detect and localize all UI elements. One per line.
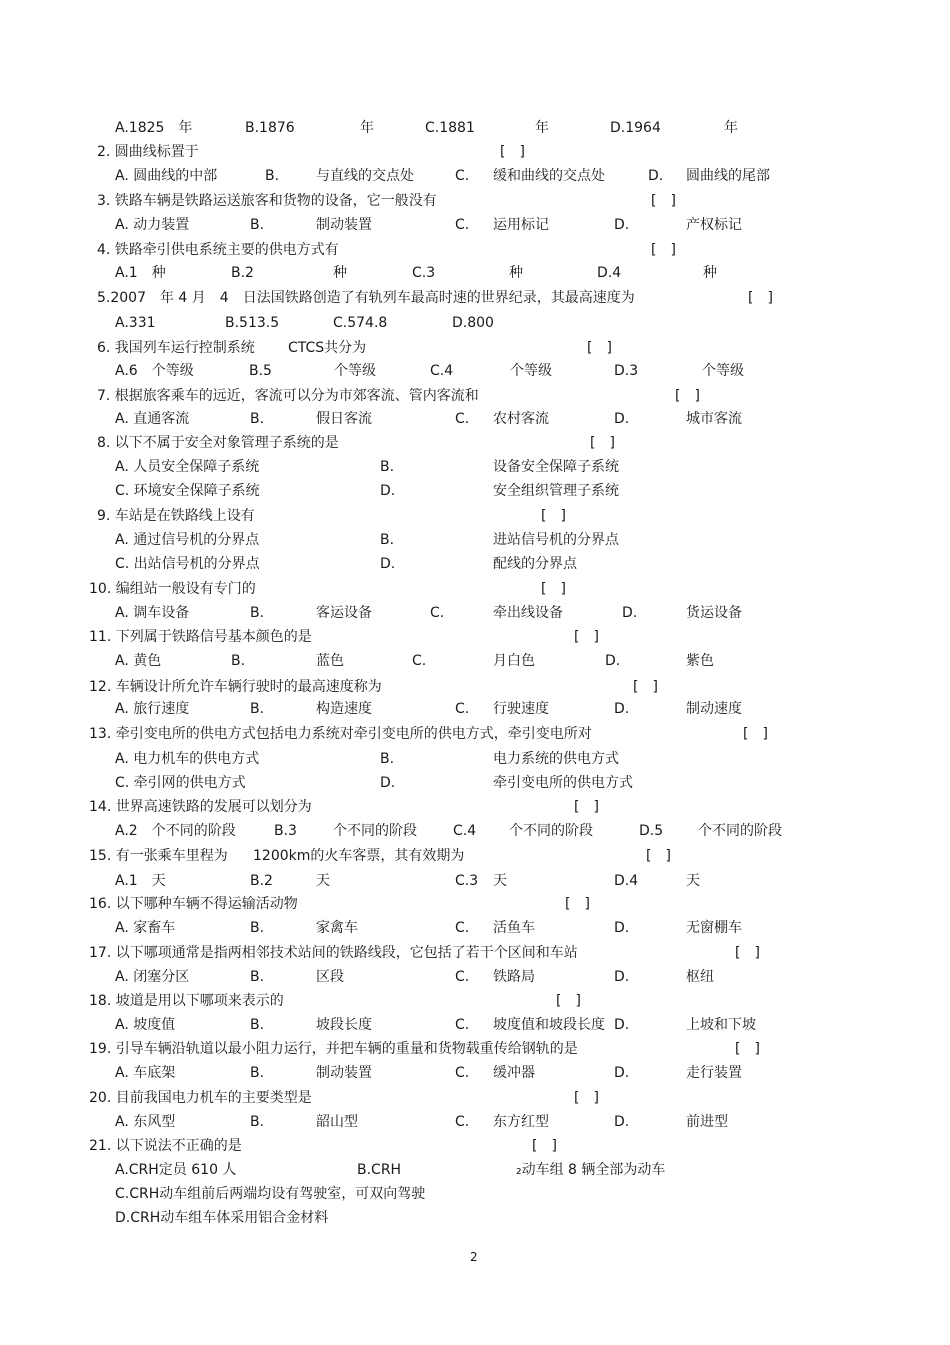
answer-bracket: [ ] (574, 629, 599, 645)
option-text: D. (605, 653, 621, 669)
answer-bracket: [ ] (675, 388, 700, 404)
option-text: A. 人员安全保障子系统 (115, 459, 260, 475)
option-text: 货运设备 (686, 605, 742, 621)
answer-options (0, 530, 950, 550)
option-text: 假日客流 (316, 411, 372, 427)
answer-options (0, 481, 950, 501)
option-text: A. 通过信号机的分界点 (115, 532, 260, 548)
question-text: 17. 以下哪项通常是指两相邻技术站间的铁路线段，它包括了若干个区间和车站 (89, 945, 578, 961)
answer-options (0, 554, 950, 574)
option-text: 行驶速度 (493, 701, 549, 717)
question-stem (0, 1088, 950, 1108)
option-text: 电力系统的供电方式 (493, 751, 619, 767)
option-text: 家禽车 (316, 920, 358, 936)
option-text: B.2 (231, 265, 254, 281)
answer-options (0, 603, 950, 623)
option-text: A. 家畜车 (115, 920, 176, 936)
answer-bracket: [ ] (541, 508, 566, 524)
option-text: C.574.8 (333, 315, 388, 331)
answer-options (0, 1160, 950, 1180)
answer-bracket: [ ] (651, 242, 676, 258)
question-stem (0, 894, 950, 914)
question-text: 15. 有一张乘车里程为 (89, 848, 228, 864)
question-stem (0, 433, 950, 453)
option-text: C.4 (453, 823, 477, 839)
option-text: C. 牵引网的供电方式 (115, 775, 246, 791)
option-text: 安全组织管理子系统 (493, 483, 619, 499)
answer-bracket: [ ] (590, 435, 615, 451)
option-text: 韶山型 (316, 1114, 358, 1130)
option-text: C. (455, 920, 470, 936)
option-text: 种 (703, 265, 717, 281)
option-text: B. (250, 1017, 265, 1033)
option-text: A.CRH定员 610 人 (115, 1162, 237, 1178)
option-text: 运用标记 (493, 217, 549, 233)
option-text: 年 (535, 120, 549, 136)
option-text: B. (231, 653, 246, 669)
option-text: D. (614, 969, 630, 985)
option-text: D.1964 (610, 120, 661, 136)
option-text: 缓和曲线的交点处 (493, 168, 605, 184)
question-text: 2. 圆曲线标置于 (97, 144, 199, 160)
question-stem (0, 288, 950, 308)
answer-options (0, 118, 950, 138)
option-text: 个不同的阶段 (333, 823, 417, 839)
option-text: 个等级 (510, 363, 552, 379)
option-text: D.4 (597, 265, 622, 281)
answer-bracket: [ ] (633, 679, 658, 695)
option-text: C.3 (412, 265, 436, 281)
option-text: 枢纽 (686, 969, 714, 985)
option-text: B. (250, 701, 265, 717)
answer-options (0, 409, 950, 429)
question-stem (0, 724, 950, 744)
answer-options (0, 166, 950, 186)
option-text: 走行装置 (686, 1065, 742, 1081)
option-text: D. (648, 168, 664, 184)
question-stem (0, 1136, 950, 1156)
option-text: B. (250, 1065, 265, 1081)
question-stem (0, 386, 950, 406)
question-text: CTCS共分为 (288, 340, 367, 356)
option-text: B.5 (249, 363, 272, 379)
option-text: 配线的分界点 (493, 556, 577, 572)
option-text: 设备安全保障子系统 (493, 459, 619, 475)
page-number: 2 (470, 1250, 478, 1264)
answer-options (0, 967, 950, 987)
option-text: 产权标记 (686, 217, 742, 233)
option-text: 前进型 (686, 1114, 728, 1130)
option-text: 无窗棚车 (686, 920, 742, 936)
option-text: C. (455, 1017, 470, 1033)
option-text: C. (455, 1065, 470, 1081)
option-text: 坡段长度 (316, 1017, 372, 1033)
option-text: D.800 (452, 315, 494, 331)
option-text: C. (430, 605, 445, 621)
option-text: 个等级 (334, 363, 376, 379)
option-text: C. (412, 653, 427, 669)
question-text: 12. 车辆设计所允许车辆行驶时的最高速度称为 (89, 679, 382, 695)
option-text: A.331 (115, 315, 156, 331)
option-text: C. (455, 969, 470, 985)
option-text: 个等级 (702, 363, 744, 379)
answer-bracket: [ ] (735, 945, 760, 961)
option-text: A. 东风型 (115, 1114, 176, 1130)
option-text: A. 圆曲线的中部 (115, 168, 218, 184)
question-stem (0, 797, 950, 817)
answer-options (0, 1208, 950, 1228)
option-text: A.1825 年 (115, 120, 193, 136)
answer-bracket: [ ] (646, 848, 671, 864)
question-text: 18. 坡道是用以下哪项来表示的 (89, 993, 284, 1009)
answer-bracket: [ ] (748, 290, 773, 306)
option-text: A. 坡度值 (115, 1017, 176, 1033)
option-text: C.CRH动车组前后两端均设有驾驶室，可双向驾驶 (115, 1186, 426, 1202)
option-text: D.3 (614, 363, 639, 379)
question-stem (0, 506, 950, 526)
option-text: A. 车底架 (115, 1065, 176, 1081)
option-text: B. (250, 920, 265, 936)
answer-options (0, 749, 950, 769)
option-text: C.3 (455, 873, 479, 889)
question-text: 8. 以下不属于安全对象管理子系统的是 (97, 435, 339, 451)
option-text: D. (614, 1065, 630, 1081)
option-text: C. 出站信号机的分界点 (115, 556, 260, 572)
option-text: D. (614, 1017, 630, 1033)
option-text: D. (614, 701, 630, 717)
option-text: B. (380, 751, 395, 767)
option-text: 天 (493, 873, 507, 889)
question-text: 1200km的火车客票，其有效期为 (253, 848, 465, 864)
answer-options (0, 1184, 950, 1204)
option-text: B. (250, 411, 265, 427)
option-text: A. 电力机车的供电方式 (115, 751, 260, 767)
question-text: 6. 我国列车运行控制系统 (97, 340, 255, 356)
option-text: 客运设备 (316, 605, 372, 621)
answer-bracket: [ ] (500, 144, 525, 160)
option-text: 牵出线设备 (493, 605, 563, 621)
option-text: D. (622, 605, 638, 621)
answer-bracket: [ ] (565, 896, 590, 912)
option-text: D. (614, 411, 630, 427)
option-text: D.5 (639, 823, 664, 839)
answer-bracket: [ ] (735, 1041, 760, 1057)
answer-options (0, 263, 950, 283)
option-text: C. (455, 411, 470, 427)
question-text: 9. 车站是在铁路线上设有 (97, 508, 255, 524)
option-text: 个不同的阶段 (698, 823, 782, 839)
option-text: 制动装置 (316, 217, 372, 233)
option-text: 种 (509, 265, 523, 281)
option-text: C.4 (430, 363, 454, 379)
option-text: 月白色 (493, 653, 535, 669)
answer-options (0, 918, 950, 938)
option-text: 坡度值和坡段长度 (493, 1017, 605, 1033)
option-text: C. 环境安全保障子系统 (115, 483, 260, 499)
answer-options (0, 821, 950, 841)
option-text: ₂动车组 8 辆全部为动车 (516, 1162, 666, 1178)
question-stem (0, 338, 950, 358)
question-stem (0, 943, 950, 963)
answer-options (0, 871, 950, 891)
option-text: B.2 (250, 873, 273, 889)
option-text: B.3 (274, 823, 297, 839)
answer-options (0, 1063, 950, 1083)
answer-options (0, 1112, 950, 1132)
question-stem (0, 142, 950, 162)
question-text: 16. 以下哪种车辆不得运输活动物 (89, 896, 298, 912)
question-stem (0, 846, 950, 866)
answer-options (0, 361, 950, 381)
option-text: A.2 个不同的阶段 (115, 823, 236, 839)
question-text: 10. 编组站一般设有专门的 (89, 581, 256, 597)
answer-options (0, 457, 950, 477)
option-text: B. (380, 459, 395, 475)
option-text: 进站信号机的分界点 (493, 532, 619, 548)
option-text: 上坡和下坡 (686, 1017, 756, 1033)
option-text: 区段 (316, 969, 344, 985)
option-text: 个不同的阶段 (509, 823, 593, 839)
answer-bracket: [ ] (587, 340, 612, 356)
option-text: C. (455, 1114, 470, 1130)
option-text: A. 调车设备 (115, 605, 190, 621)
option-text: 年 (360, 120, 374, 136)
question-stem (0, 191, 950, 211)
question-stem (0, 677, 950, 697)
option-text: 与直线的交点处 (316, 168, 414, 184)
option-text: 种 (333, 265, 347, 281)
option-text: 紫色 (686, 653, 714, 669)
option-text: A.6 个等级 (115, 363, 194, 379)
question-text: 14. 世界高速铁路的发展可以划分为 (89, 799, 312, 815)
question-stem (0, 991, 950, 1011)
option-text: C. (455, 168, 470, 184)
option-text: D. (614, 1114, 630, 1130)
question-text: 11. 下列属于铁路信号基本颜色的是 (89, 629, 312, 645)
option-text: D. (614, 217, 630, 233)
option-text: B.CRH (357, 1162, 402, 1178)
question-text: 20. 目前我国电力机车的主要类型是 (89, 1090, 312, 1106)
question-stem (0, 579, 950, 599)
option-text: C. (455, 701, 470, 717)
answer-bracket: [ ] (574, 799, 599, 815)
option-text: 制动速度 (686, 701, 742, 717)
question-text: 19. 引导车辆沿轨道以最小阻力运行，并把车辆的重量和货物载重传给钢轨的是 (89, 1041, 578, 1057)
question-text: 21. 以下说法不正确的是 (89, 1138, 242, 1154)
option-text: 缓冲器 (493, 1065, 535, 1081)
answer-options (0, 1015, 950, 1035)
option-text: A. 闭塞分区 (115, 969, 190, 985)
option-text: 铁路局 (493, 969, 535, 985)
option-text: B. (250, 1114, 265, 1130)
option-text: B. (265, 168, 280, 184)
answer-bracket: [ ] (743, 726, 768, 742)
option-text: 天 (686, 873, 700, 889)
option-text: 构造速度 (316, 701, 372, 717)
option-text: D. (380, 556, 396, 572)
answer-options (0, 651, 950, 671)
option-text: 活鱼车 (493, 920, 535, 936)
option-text: B. (250, 217, 265, 233)
option-text: C.1881 (425, 120, 475, 136)
option-text: D. (380, 775, 396, 791)
option-text: D.4 (614, 873, 639, 889)
option-text: A.1 种 (115, 265, 166, 281)
option-text: A.1 天 (115, 873, 166, 889)
option-text: 蓝色 (316, 653, 344, 669)
answer-options (0, 699, 950, 719)
question-text: 4. 铁路牵引供电系统主要的供电方式有 (97, 242, 339, 258)
option-text: B. (250, 969, 265, 985)
answer-bracket: [ ] (574, 1090, 599, 1106)
option-text: B.1876 (245, 120, 295, 136)
option-text: B. (250, 605, 265, 621)
answer-bracket: [ ] (556, 993, 581, 1009)
option-text: A. 黄色 (115, 653, 162, 669)
option-text: 制动装置 (316, 1065, 372, 1081)
option-text: 东方红型 (493, 1114, 549, 1130)
option-text: B.513.5 (225, 315, 280, 331)
question-text: 13. 牵引变电所的供电方式包括电力系统对牵引变电所的供电方式，牵引变电所对 (89, 726, 592, 742)
option-text: A. 旅行速度 (115, 701, 190, 717)
option-text: 天 (316, 873, 330, 889)
option-text: 城市客流 (686, 411, 742, 427)
question-stem (0, 627, 950, 647)
option-text: A. 动力装置 (115, 217, 190, 233)
option-text: 年 (724, 120, 738, 136)
option-text: 牵引变电所的供电方式 (493, 775, 633, 791)
option-text: C. (455, 217, 470, 233)
option-text: B. (380, 532, 395, 548)
option-text: 农村客流 (493, 411, 549, 427)
option-text: 圆曲线的尾部 (686, 168, 770, 184)
option-text: D. (614, 920, 630, 936)
question-text: 7. 根据旅客乘车的远近，客流可以分为市郊客流、管内客流和 (97, 388, 479, 404)
option-text: D. (380, 483, 396, 499)
question-text: 5.2007 年 4 月 4 日法国铁路创造了有轨列车最高时速的世界纪录，其最高速度为 (97, 290, 635, 306)
question-text: 3. 铁路车辆是铁路运送旅客和货物的设备，它一般没有 (97, 193, 437, 209)
answer-bracket: [ ] (651, 193, 676, 209)
question-stem (0, 1039, 950, 1059)
answer-options (0, 313, 950, 333)
option-text: D.CRH动车组车体采用铝合金材料 (115, 1210, 329, 1226)
answer-options (0, 215, 950, 235)
answer-bracket: [ ] (541, 581, 566, 597)
answer-options (0, 773, 950, 793)
question-stem (0, 240, 950, 260)
option-text: A. 直通客流 (115, 411, 190, 427)
answer-bracket: [ ] (532, 1138, 557, 1154)
